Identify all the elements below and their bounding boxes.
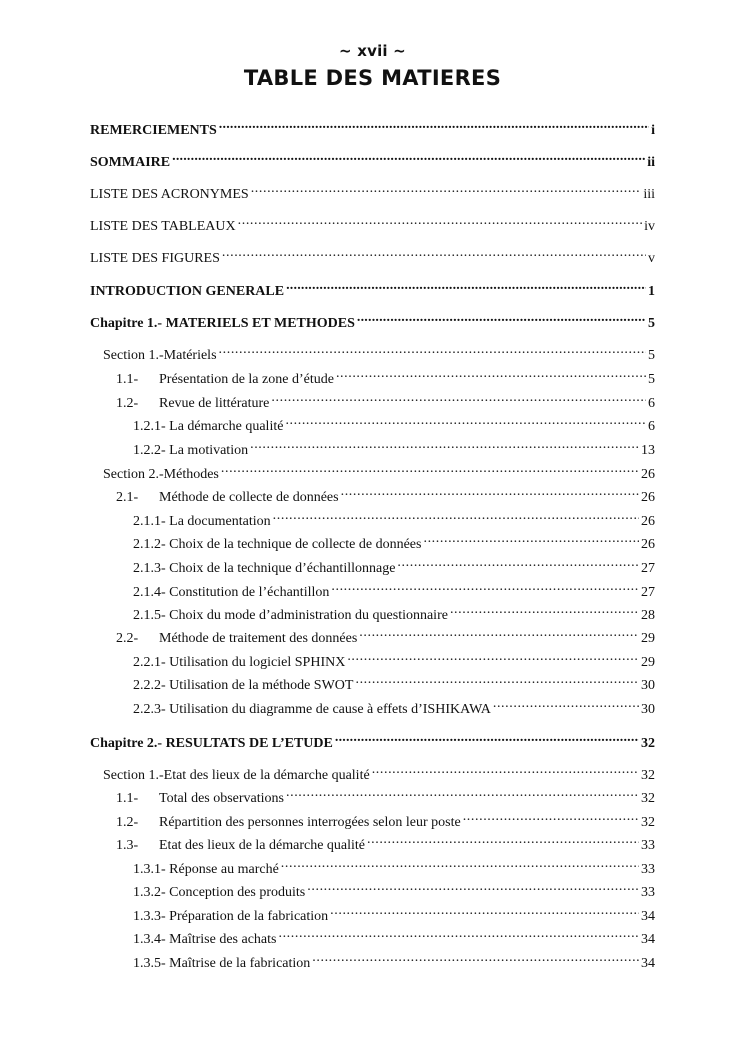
toc-entry-page: 26 <box>641 514 655 529</box>
toc-entry[interactable] <box>90 148 655 172</box>
toc-entry-label: 2.1.4- Constitution de l’échantillon <box>133 585 330 600</box>
toc-entry-label: SOMMAIRE <box>90 155 171 170</box>
toc-entry-page: iv <box>644 219 655 234</box>
toc-entry-number: 2.1- <box>116 490 139 505</box>
toc-entry-page: ii <box>647 155 655 170</box>
toc-entry-page: v <box>648 251 655 266</box>
toc-entry-label: 1.3.1- Réponse au marché <box>133 862 279 877</box>
dot-leader <box>493 695 639 713</box>
toc-entry[interactable] <box>103 460 655 484</box>
dot-leader <box>355 671 639 689</box>
dot-leader <box>219 341 646 359</box>
toc-entry-page: 29 <box>641 655 655 670</box>
toc-entry-label: INTRODUCTION GENERALE <box>90 284 285 299</box>
toc-entry-label: LISTE DES ACRONYMES <box>90 187 249 202</box>
toc-entry[interactable] <box>116 389 655 413</box>
toc-entry[interactable] <box>133 695 655 719</box>
toc-entry-label: 1.3.5- Maîtrise de la fabrication <box>133 956 311 971</box>
toc-entry[interactable] <box>133 878 655 902</box>
toc-entry-page: 26 <box>641 490 655 505</box>
dot-leader <box>222 244 646 262</box>
toc-entry-label: 1.2.1- La démarche qualité <box>133 419 284 434</box>
toc-entry[interactable] <box>133 436 655 460</box>
dot-leader <box>281 855 639 873</box>
toc-entry[interactable] <box>133 530 655 554</box>
toc-entry-page: 33 <box>641 885 655 900</box>
dot-leader <box>372 761 639 779</box>
toc-entry-page: 26 <box>641 537 655 552</box>
toc-entry-label: 2.1.5- Choix du mode d’administration du questionnaire <box>133 608 448 623</box>
toc-entry-label: 1.2.2- La motivation <box>133 443 249 458</box>
toc-entry-label: Total des observations <box>159 791 284 806</box>
toc-entry-label: 2.1.1- La documentation <box>133 514 271 529</box>
toc-entry-page: 28 <box>641 608 655 623</box>
toc-entry-label: 2.1.2- Choix de la technique de collecte de données <box>133 537 422 552</box>
toc-entry-page: 33 <box>641 838 655 853</box>
dot-leader <box>335 729 639 747</box>
toc-entry[interactable] <box>116 365 655 389</box>
dot-leader <box>307 878 639 896</box>
toc-entry[interactable] <box>90 244 655 268</box>
toc-entry-page: 32 <box>641 791 655 806</box>
toc-entry-page: 32 <box>641 815 655 830</box>
toc-entry-label: Section 1.-Matériels <box>103 348 217 363</box>
toc-entry-number: 1.1- <box>116 791 139 806</box>
toc-entry[interactable] <box>133 671 655 695</box>
toc-entry-page: 30 <box>641 678 655 693</box>
toc-entry-page: 5 <box>648 372 655 387</box>
toc-entry[interactable] <box>90 277 655 301</box>
toc-entry-label: 2.2.3- Utilisation du diagramme de cause à effets d’ISHIKAWA <box>133 702 491 717</box>
toc-entry-label: 1.3.4- Maîtrise des achats <box>133 932 277 947</box>
toc-entry-label: Chapitre 2.- RESULTATS DE L’ETUDE <box>90 736 333 751</box>
toc-entry-number: 1.2- <box>116 815 139 830</box>
toc-entry-label: Répartition des personnes interrogées selon leur poste <box>159 815 461 830</box>
dot-leader <box>330 902 639 920</box>
dot-leader <box>423 530 639 548</box>
toc-entry-page: 5 <box>648 316 655 331</box>
toc-entry[interactable] <box>116 624 655 648</box>
toc-entry-page: 6 <box>648 419 655 434</box>
toc-entry-page: 26 <box>641 467 655 482</box>
toc-entry-page: i <box>651 123 655 138</box>
dot-leader <box>312 949 639 967</box>
dot-leader <box>250 436 639 454</box>
dot-leader <box>278 925 639 943</box>
toc-entry-page: 13 <box>641 443 655 458</box>
toc-entry-page: 29 <box>641 631 655 646</box>
dot-leader <box>357 309 646 327</box>
dot-leader <box>331 578 639 596</box>
dot-leader <box>271 389 646 407</box>
dot-leader <box>336 365 646 383</box>
toc-entry-label: 2.2.1- Utilisation du logiciel SPHINX <box>133 655 346 670</box>
toc-entry-label: Chapitre 1.- MATERIELS ET METHODES <box>90 316 355 331</box>
toc-entry-label: 1.3.2- Conception des produits <box>133 885 306 900</box>
toc-entry[interactable] <box>133 949 655 973</box>
dot-leader <box>463 808 639 826</box>
toc-entry-page: 30 <box>641 702 655 717</box>
toc-entry-page: 33 <box>641 862 655 877</box>
page-number: ~ xvii ~ <box>339 42 406 60</box>
toc-entry[interactable] <box>90 180 655 204</box>
dot-leader <box>359 624 639 642</box>
toc-entry-page: 32 <box>641 736 655 751</box>
dot-leader <box>450 601 639 619</box>
toc-entry[interactable] <box>133 578 655 602</box>
dot-leader <box>397 554 639 572</box>
toc-entry[interactable] <box>133 554 655 578</box>
toc-entry-label: REMERCIEMENTS <box>90 123 217 138</box>
toc-entry-label: LISTE DES TABLEAUX <box>90 219 236 234</box>
dot-leader <box>285 412 646 430</box>
toc-entry-label: 2.1.3- Choix de la technique d’échantillonnage <box>133 561 396 576</box>
toc-entry-label: Présentation de la zone d’étude <box>159 372 334 387</box>
toc-entry[interactable] <box>116 831 655 855</box>
toc-entry[interactable] <box>133 412 655 436</box>
toc-entry-label: Section 1.-Etat des lieux de la démarche qualité <box>103 768 370 783</box>
toc-entry[interactable] <box>116 483 655 507</box>
toc-entry[interactable] <box>103 761 655 785</box>
toc-entry-page: 34 <box>641 932 655 947</box>
toc-entry[interactable] <box>90 116 655 140</box>
toc-entry-number: 1.1- <box>116 372 139 387</box>
toc-entry-page: 34 <box>641 909 655 924</box>
dot-leader <box>219 116 649 134</box>
toc-entry-label: 2.2.2- Utilisation de la méthode SWOT <box>133 678 354 693</box>
toc-entry-label: 1.3.3- Préparation de la fabrication <box>133 909 329 924</box>
toc-entry-page: 5 <box>648 348 655 363</box>
toc-entry-page: 6 <box>648 396 655 411</box>
toc-entry-page: 32 <box>641 768 655 783</box>
toc-entry[interactable] <box>133 601 655 625</box>
toc-entry-label: Méthode de collecte de données <box>159 490 339 505</box>
toc-entry-label: Revue de littérature <box>159 396 270 411</box>
dot-leader <box>221 460 639 478</box>
toc-entry[interactable] <box>133 507 655 531</box>
toc-entry[interactable] <box>90 729 655 753</box>
dot-leader <box>238 212 642 230</box>
toc-entry-page: 27 <box>641 561 655 576</box>
dot-leader <box>251 180 642 198</box>
toc-entry[interactable] <box>133 925 655 949</box>
toc-entry-number: 1.2- <box>116 396 139 411</box>
toc-entry-page: 1 <box>648 284 655 299</box>
toc-entry-page: 34 <box>641 956 655 971</box>
toc-entry-number: 1.3- <box>116 838 139 853</box>
toc-entry[interactable] <box>116 808 655 832</box>
toc-entry-label: Méthode de traitement des données <box>159 631 358 646</box>
toc-entry[interactable] <box>90 212 655 236</box>
toc-entry-number: 2.2- <box>116 631 139 646</box>
toc-entry-label: Etat des lieux de la démarche qualité <box>159 838 366 853</box>
dot-leader <box>341 483 639 501</box>
toc-entry[interactable] <box>133 648 655 672</box>
dot-leader <box>286 277 646 295</box>
dot-leader <box>347 648 639 666</box>
toc-entry[interactable] <box>116 784 655 808</box>
toc-entry-page: iii <box>643 187 655 202</box>
toc-entry[interactable] <box>133 902 655 926</box>
toc-entry-page: 27 <box>641 585 655 600</box>
dot-leader <box>172 148 645 166</box>
toc-entry-label: Section 2.-Méthodes <box>103 467 219 482</box>
dot-leader <box>286 784 639 802</box>
toc-entry-label: LISTE DES FIGURES <box>90 251 220 266</box>
page-title: TABLE DES MATIERES <box>243 66 502 90</box>
toc-entry[interactable] <box>103 341 655 365</box>
dot-leader <box>367 831 639 849</box>
toc-entry[interactable] <box>133 855 655 879</box>
dot-leader <box>273 507 639 525</box>
toc-entry[interactable] <box>90 309 655 333</box>
